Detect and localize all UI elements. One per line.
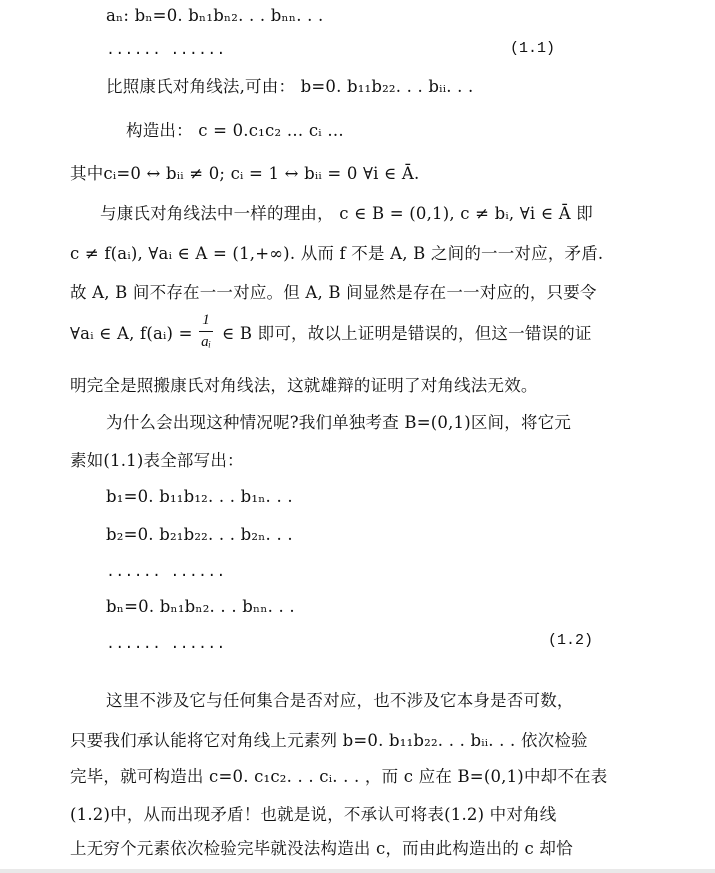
table-row-b1: b₁=0. b₁₁b₁₂. . . b₁ₙ. . . bbox=[106, 487, 293, 506]
table-row-bn: bₙ=0. bₙ₁bₙ₂. . . bₙₙ. . . bbox=[106, 597, 295, 616]
fraction-bar bbox=[199, 331, 213, 332]
ellipsis-row: ...... ...... bbox=[106, 564, 226, 581]
fraction bbox=[196, 312, 216, 351]
paragraph-line: 与康氏对角线法中一样的理由， c ∈ B = (0,1), c ≠ bᵢ, ∀i ∈ Ā 即 bbox=[100, 204, 593, 223]
fraction-numerator: 1 bbox=[202, 312, 210, 328]
fraction-denominator: aᵢ bbox=[201, 334, 211, 350]
construct-c-line: 构造出： c = 0.c₁c₂ … cᵢ … bbox=[126, 121, 344, 140]
paragraph-line: 素如(1.1)表全部写出： bbox=[70, 451, 244, 470]
paragraph-line: 这里不涉及它与任何集合是否对应，也不涉及它本身是否可数， bbox=[106, 691, 574, 710]
row-a-n: aₙ: bₙ=0. bₙ₁bₙ₂. . . bₙₙ. . . bbox=[106, 6, 324, 25]
equation-tag-1-2: (1.2) bbox=[548, 632, 594, 649]
paragraph-line: ∈ B 即可，故以上证明是错误的，但这一错误的证 bbox=[222, 324, 592, 343]
paragraph-line: 故 A, B 间不存在一一对应。但 A, B 间显然是存在一一对应的，只要令 bbox=[70, 283, 597, 302]
paragraph-line: 为什么会出现这种情况呢?我们单独考查 B=(0,1)区间，将它元 bbox=[106, 413, 572, 432]
ellipsis-row: ...... ...... bbox=[106, 636, 226, 653]
ellipsis-row: ...... ...... bbox=[106, 42, 226, 59]
paragraph-line: 完毕，就可构造出 c=0. c₁c₂. . . cᵢ. . . ，而 c 应在 B=(0,1)中却不在表 bbox=[70, 767, 608, 786]
page-bottom-edge bbox=[0, 869, 715, 873]
paragraph-line: 上无穷个元素依次检验完毕就没法构造出 c，而由此构造出的 c 却恰 bbox=[70, 839, 573, 858]
paragraph-line-formula: ∀aᵢ ∈ A, f(aᵢ) = bbox=[70, 324, 193, 343]
c-definition-line: 其中cᵢ=0 ↔ bᵢᵢ ≠ 0; cᵢ = 1 ↔ bᵢᵢ = 0 ∀i ∈ Ā. bbox=[70, 164, 420, 183]
table-row-b2: b₂=0. b₂₁b₂₂. . . b₂ₙ. . . bbox=[106, 525, 293, 544]
diagonal-sequence-line: 比照康氏对角线法,可由： b=0. b₁₁b₂₂. . . bᵢᵢ. . . bbox=[106, 77, 474, 96]
paragraph-line: 只要我们承认能将它对角线上元素列 b=0. b₁₁b₂₂. . . bᵢᵢ. . . 依次检验 bbox=[70, 731, 588, 750]
paragraph-line: 明完全是照搬康氏对角线法，这就雄辩的证明了对角线法无效。 bbox=[70, 376, 538, 395]
paragraph-line: (1.2)中，从而出现矛盾！也就是说，不承认可将表(1.2) 中对角线 bbox=[70, 805, 557, 824]
paragraph-line: c ≠ f(aᵢ), ∀aᵢ ∈ A = (1,+∞). 从而 f 不是 A, B 之间的一一对应，矛盾. bbox=[70, 244, 604, 263]
equation-tag-1-1: (1.1) bbox=[510, 40, 556, 57]
